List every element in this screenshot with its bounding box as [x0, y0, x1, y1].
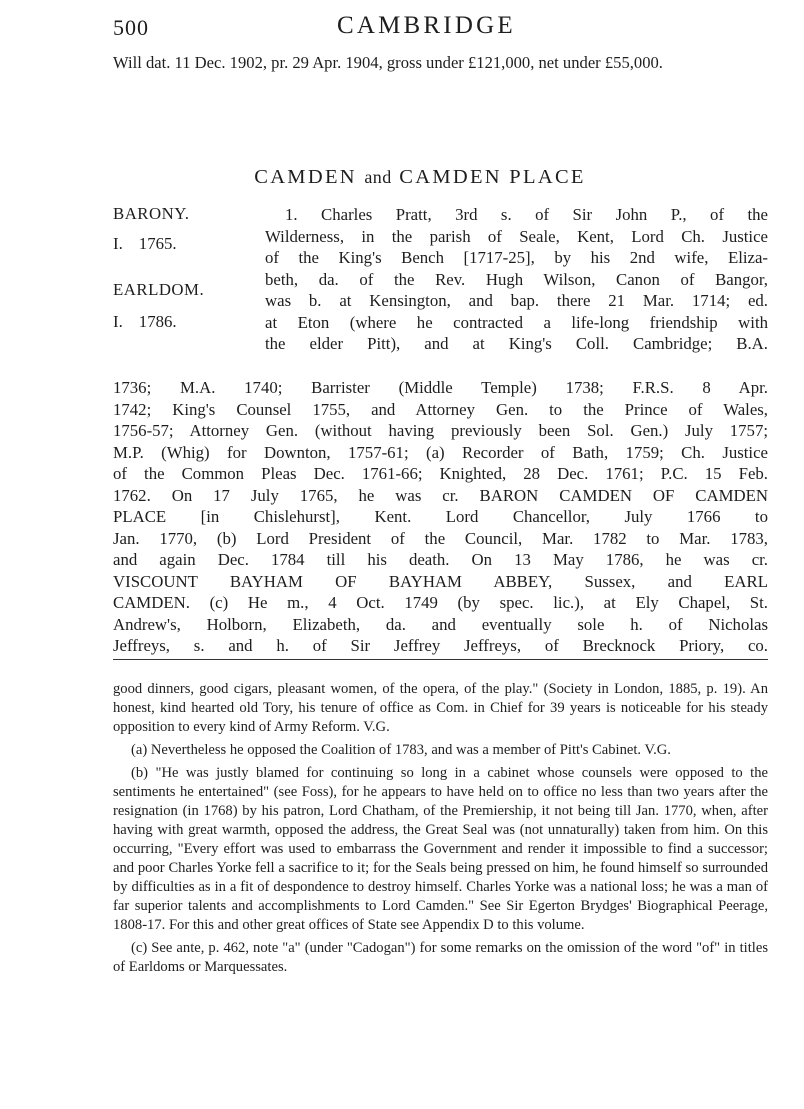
will-line: Will dat. 11 Dec. 1902, pr. 29 Apr. 1904, gross under £121,000, net under £55,000.: [113, 53, 663, 72]
body-line: Jeffreys, s. and h. of Sir Jeffrey Jeffreys, of Brecknock Priory, co.: [113, 636, 768, 655]
entry-line: beth, da. of the Rev. Hugh Wilson, Canon of Bangor,: [265, 269, 768, 289]
sidenote-barony-creation: [113, 234, 177, 254]
body-line: 1736; M.A. 1740; Barrister (Middle Temple) 1738; F.R.S. 8 Apr.: [113, 378, 768, 397]
entry-line: 1. Charles Pratt, 3rd s. of Sir John P., of the: [285, 205, 768, 224]
sidenote-barony-year: 1765.: [138, 234, 177, 253]
section-heading-and: and: [364, 167, 392, 187]
running-title: CAMBRIDGE: [337, 12, 516, 39]
body-line: Andrew's, Holborn, Elizabeth, da. and eventually sole h. of Nicholas: [113, 614, 768, 634]
footnote-a-marker: (a): [131, 742, 148, 758]
entry-line: at Eton (where he contracted a life-long friendship with: [265, 312, 768, 332]
entry-indented-block: [265, 204, 768, 355]
footnote-c-marker: (c): [131, 940, 148, 956]
footnote-a: [113, 741, 768, 760]
footnotes: [113, 680, 768, 981]
sidenote-earldom-number: I.: [113, 312, 123, 331]
sidenote-earldom-label: EARLDOM.: [113, 280, 205, 299]
body-line: VISCOUNT BAYHAM OF BAYHAM ABBEY, Sussex, and EARL: [113, 571, 768, 591]
body-line: and again Dec. 1784 till his death. On 13 May 1786, he was cr.: [113, 550, 768, 569]
entry-body: [113, 377, 768, 657]
body-line: Jan. 1770, (b) Lord President of the Council, Mar. 1782 to Mar. 1783,: [113, 528, 768, 548]
footnote-divider: [113, 659, 768, 660]
entry-line: of the King's Bench [1717-25], by his 2nd wife, Eliza-: [265, 248, 768, 267]
body-line: 1756-57; Attorney Gen. (without having previously been Sol. Gen.) July 1757;: [113, 421, 768, 440]
footnote-b: [113, 764, 768, 935]
entry-line: was b. at Kensington, and bap. there 21 Mar. 1714; ed.: [265, 291, 768, 310]
footnote-c: [113, 939, 768, 977]
footnote-continued: good dinners, good cigars, pleasant women, of the opera, of the play." (Society in London, 1885, p. 19). An honest, kind hearted old Tory, his tenure of office as Com. in Chief for 39 years is noticeable for his steady opposition to every kind of Army Reform. V.G.: [113, 681, 768, 735]
body-line: 1742; King's Counsel 1755, and Attorney Gen. to the Prince of Wales,: [113, 399, 768, 419]
sidenote-earldom-creation: [113, 312, 177, 332]
section-heading: [0, 166, 804, 189]
body-line: M.P. (Whig) for Downton, 1757-61; (a) Recorder of Bath, 1759; Ch. Justice: [113, 442, 768, 462]
entry-line: the elder Pitt), and at King's Coll. Cambridge; B.A.: [265, 334, 768, 353]
body-line: of the Common Pleas Dec. 1761-66; Knighted, 28 Dec. 1761; P.C. 15 Feb.: [113, 464, 768, 483]
body-line: PLACE [in Chislehurst], Kent. Lord Chancellor, July 1766 to: [113, 507, 768, 526]
sidenote-barony-number: I.: [113, 234, 123, 253]
body-line: 1762. On 17 July 1765, he was cr. BARON CAMDEN OF CAMDEN: [113, 485, 768, 505]
entry-line: Wilderness, in the parish of Seale, Kent, Lord Ch. Justice: [265, 226, 768, 246]
footnote-b-text: "He was justly blamed for continuing so long in a cabinet whose counsels were opposed to the sentiments he entertained" (see Foss), for he appears to have held on to office no less than two years after the resignation (in 1768) by his patron, Lord Chatham, of the Premiership, it not being till Jan. 1770, when, after having with great warmth, opposed the address, the Great Seal was (not unnaturally) taken from him. On this occurring, "Every effort was used to embarrass the Government and render it impossible to find a successor; and poor Charles Yorke fell a sacrifice to it; for the Seals being pressed on him, he found himself so surrounded by difficulties as in a fit of despondence to destroy himself. Charles Yorke was a national loss; he was a man of far superior talents and accomplishments to Lord Camden." See Sir Egerton Brydges' Biographical Peerage, 1808-17. For this and other great offices of State see Appendix D to this volume.: [113, 765, 768, 933]
footnote-c-text: See ante, p. 462, note "a" (under "Cadogan") for some remarks on the omission of the word "of" in titles of Earldoms or Marquessates.: [113, 940, 768, 975]
sidenote-barony-label: BARONY.: [113, 204, 190, 223]
sidenote-earldom-year: 1786.: [138, 312, 177, 331]
page-number: 500: [113, 15, 149, 40]
section-heading-part2: CAMDEN PLACE: [399, 166, 586, 188]
footnote-b-marker: (b): [131, 765, 149, 781]
body-line: CAMDEN. (c) He m., 4 Oct. 1749 (by spec. lic.), at Ely Chapel, St.: [113, 593, 768, 612]
footnote-a-text: Nevertheless he opposed the Coalition of 1783, and was a member of Pitt's Cabinet. V.G.: [150, 742, 671, 758]
section-heading-part1: CAMDEN: [254, 166, 357, 188]
